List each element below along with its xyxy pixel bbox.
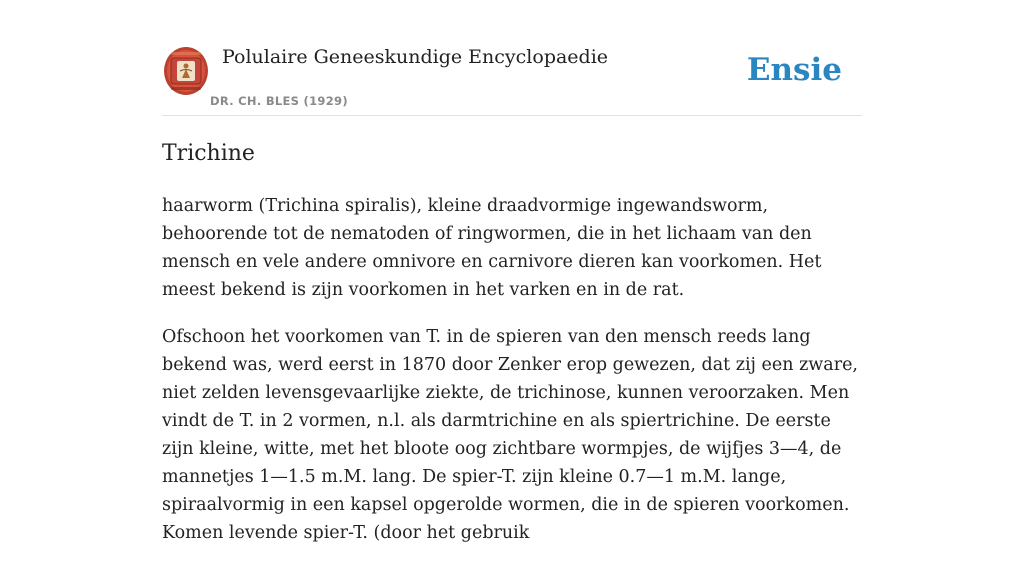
brand-logo[interactable]: Ensie xyxy=(746,52,842,88)
book-cover-icon[interactable] xyxy=(164,47,208,95)
book-title[interactable]: Polulaire Geneeskundige Encyclopaedie xyxy=(222,46,609,68)
book-author: DR. CH. BLES (1929) xyxy=(210,94,348,108)
entry-paragraph-1: haarworm (Trichina spiralis), kleine draadvormige ingewandsworm, behoorende tot de nematoden of ringwormen, die in het lichaam van den mensch en vele andere omnivore en carnivore dieren kan voorkomen. Het meest bekend is zijn voorkomen in het varken en in de rat. xyxy=(162,196,822,300)
entry-title: Trichine xyxy=(162,141,255,166)
page-header xyxy=(162,40,862,116)
entry-paragraph-2: Ofschoon het voorkomen van T. in de spieren van den mensch reeds lang bekend was, werd eerst in 1870 door Zenker erop gewezen, dat zij een zware, niet zelden levensgevaarlijke ziekte, de trichinose, kunnen veroorzaken. Men vindt de T. in 2 vormen, n.l. als darmtrichine en als spiertrichine. De eerste zijn kleine, witte, met het bloote oog zichtbare wormpjes, de wijfjes 3—4, de mannetjes 1—1.5 m.M. lang. De spier-T. zijn kleine 0.7—1 m.M. lange, spiraalvormig in een kapsel opgerolde wormen, die in de spieren voorkomen. Komen levende spier-T. (door het gebruik xyxy=(162,327,858,543)
entry-content xyxy=(162,138,862,566)
